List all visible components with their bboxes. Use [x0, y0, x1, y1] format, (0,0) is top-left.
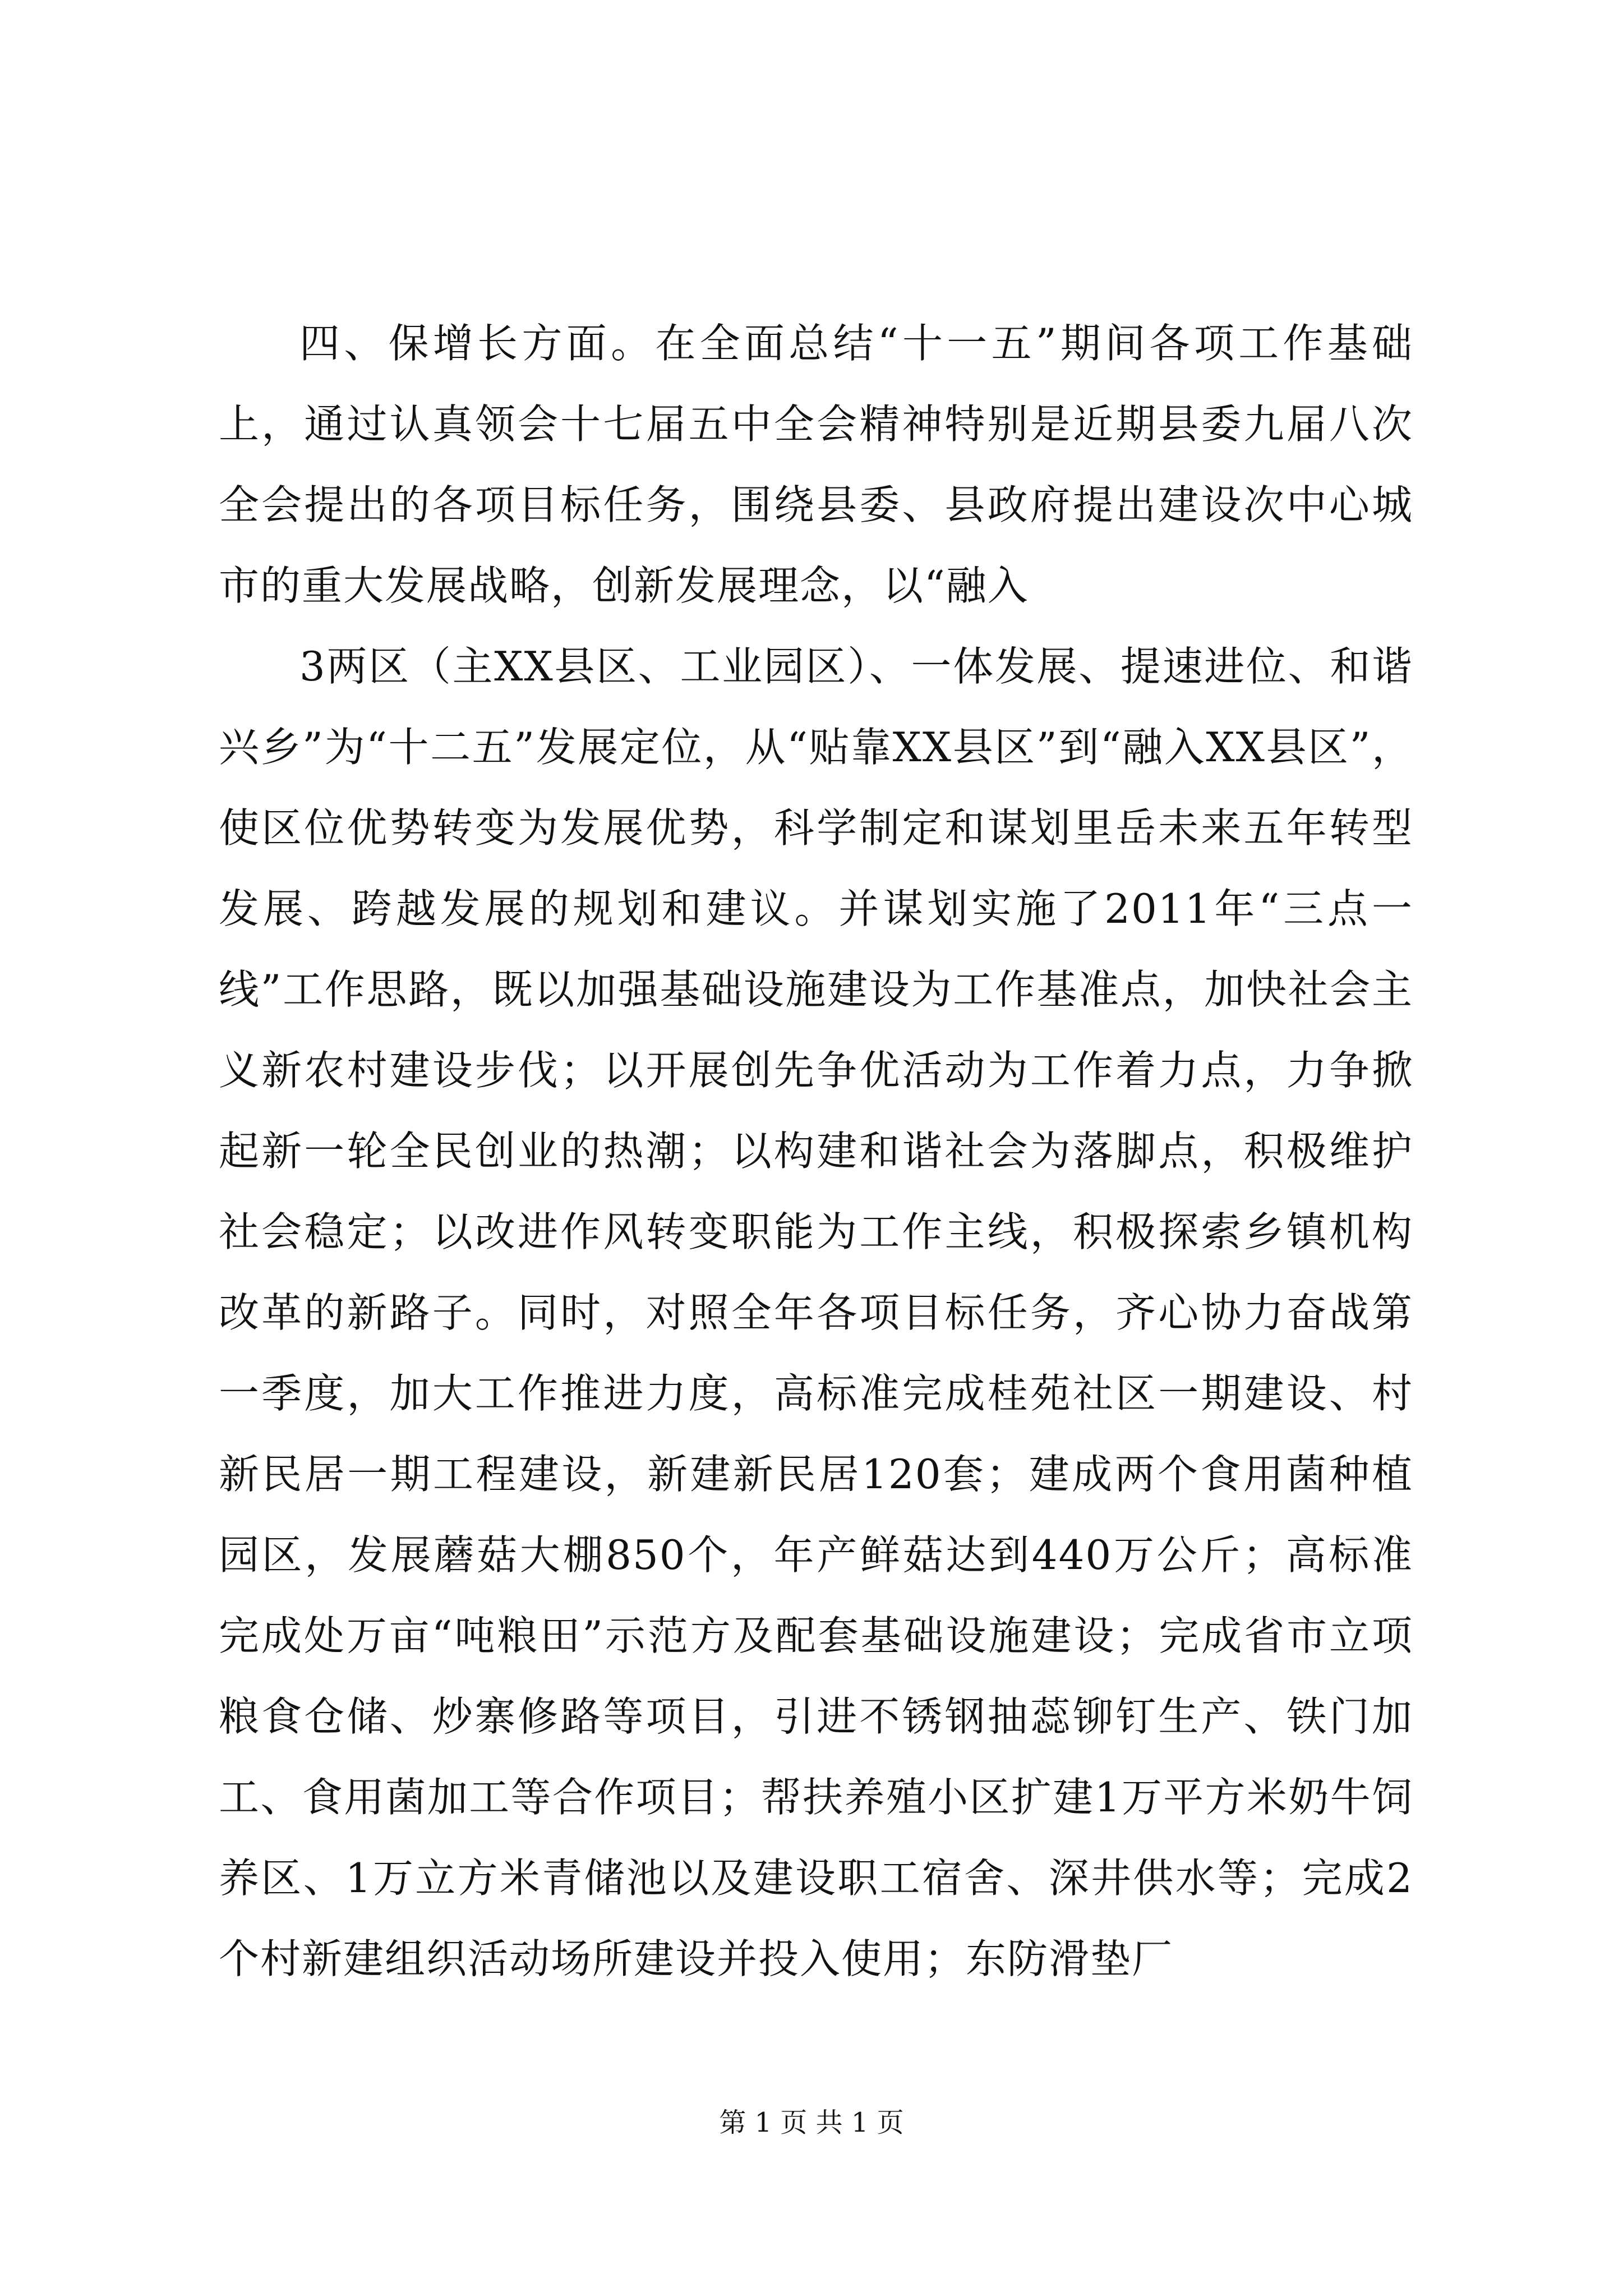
document-body — [219, 303, 1413, 1999]
paragraph-1: 四、保增长方面。在全面总结“十一五”期间各项工作基础上，通过认真领会十七届五中全会精神特别是近期县委九届八次全会提出的各项目标任务，围绕县委、县政府提出建设次中心城市的重大发展战略，创新发展理念，以“融入 — [219, 320, 1413, 609]
page-footer: 第 1 页 共 1 页 — [719, 2107, 904, 2138]
paragraph-2: 3两区（主XX县区、工业园区）、一体发展、提速进位、和谐兴乡”为“十二五”发展定位，从“贴靠XX县区”到“融入XX县区”，使区位优势转变为发展优势，科学制定和谋划里岳未来五年转型发展、跨越发展的规划和建议。并谋划实施了2011年“三点一线”工作思路，既以加强基础设施建设为工作基准点，加快社会主义新农村建设步伐；以开展创先争优活动为工作着力点，力争掀起新一轮全民创业的热潮；以构建和谐社会为落脚点，积极维护社会稳定；以改进作风转变职能为工作主线，积极探索乡镇机构改革的新路子。同时，对照全年各项目标任务，齐心协力奋战第一季度，加大工作推进力度，高标准完成桂苑社区一期建设、村新民居一期工程建设，新建新民居120套；建成两个食用菌种植园区，发展蘑菇大棚850个，年产鲜菇达到440万公斤；高标准完成处万亩“吨粮田”示范方及配套基础设施建设；完成省市立项粮食仓储、炒寨修路等项目，引进不锈钢抽蕊铆钉生产、铁门加工、食用菌加工等合作项目；帮扶养殖小区扩建1万平方米奶牛饲养区、1万立方米青储池以及建设职工宿舍、深井供水等；完成2个村新建组织活动场所建设并投入使用；东防滑垫厂 — [219, 643, 1413, 1982]
